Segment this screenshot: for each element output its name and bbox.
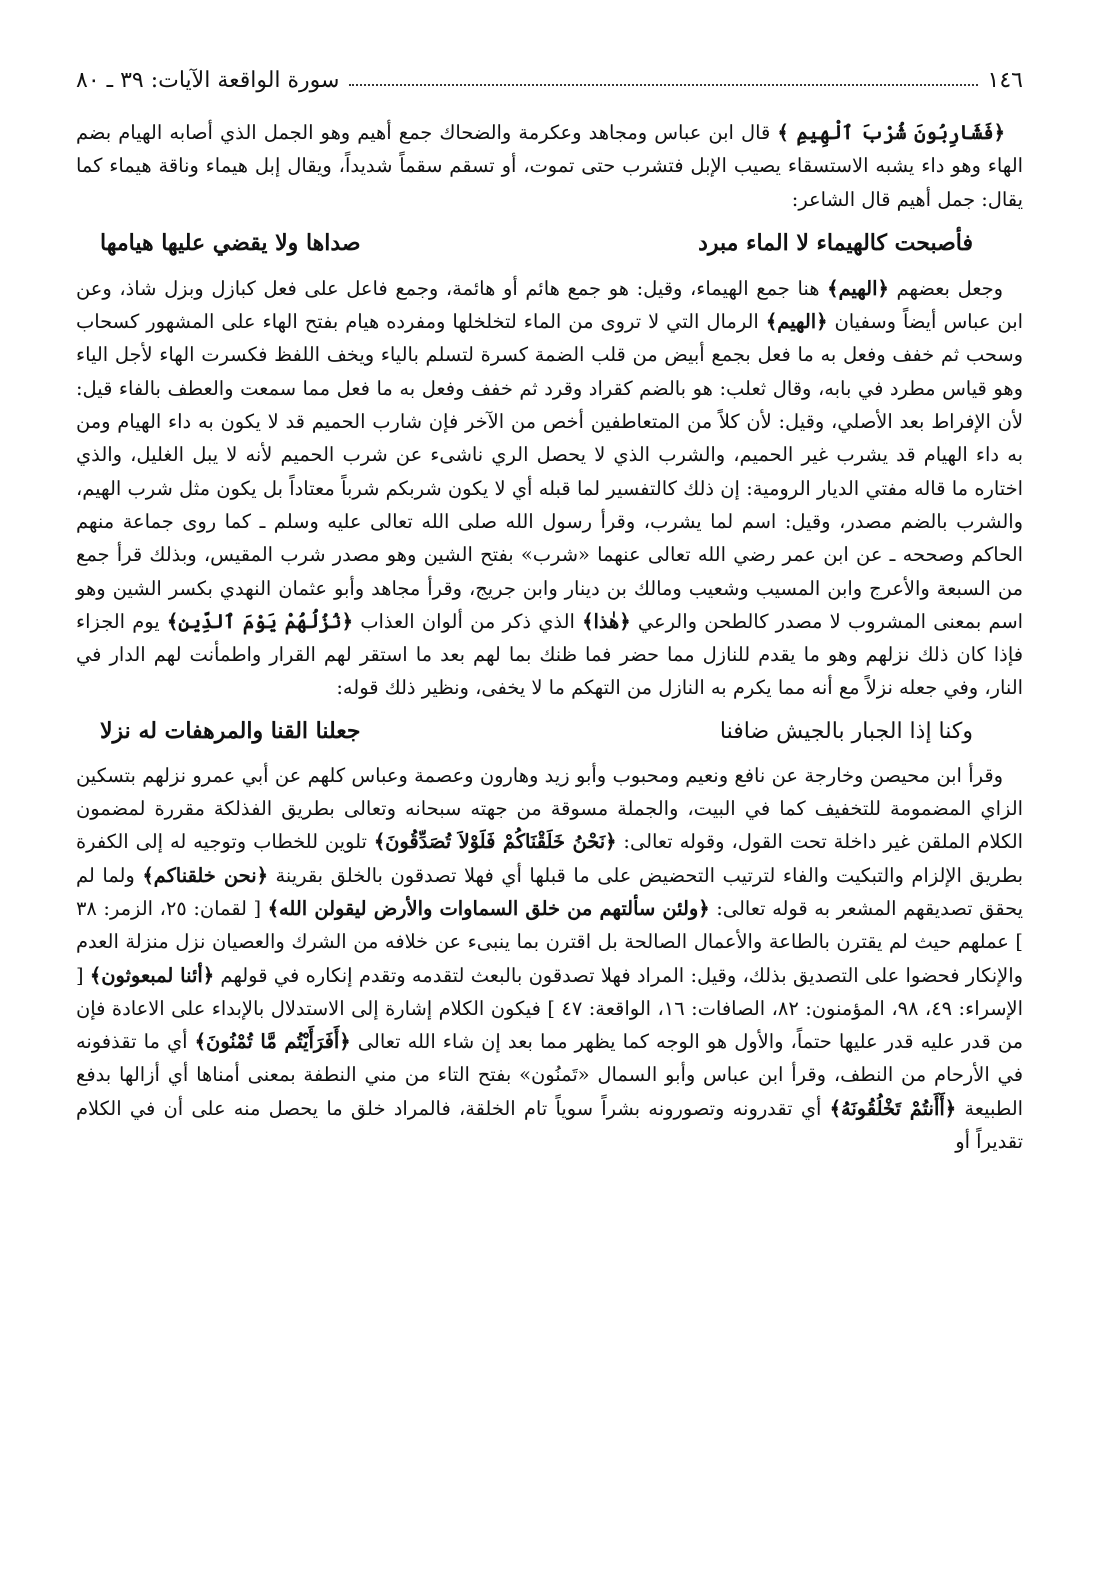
verse-first-half: فأصبحت كالهيماء لا الماء مبرد [698,230,973,257]
paragraph-text: أي ما تقذفونه في الأرحام من النطف، وقرأ ابن عباس وأبو السمال «تَمنُون» بفتح التاء من مني النطفة بمعنى أمناها أي أزالها بدفع الطبيعة [76,1030,1023,1120]
page-body [76,116,1023,1158]
verse-second-half: صداها ولا يقضي عليها هيامها [100,230,361,257]
paragraph-text: أي تقدرونه وتصورونه بشراً سوياً تام الخلقة، فالمراد خلق ما يحصل منه على أن في الكلام تقديراً أو [76,1096,1023,1154]
quran-quote: ﴿الهيم﴾ [827,276,889,300]
page-number: ١٤٦ [987,67,1023,93]
quran-quote: ﴿هٰذا﴾ [582,609,631,633]
quran-quote: ﴿أَفَرَأَيْتُم مَّا تُمْنُونَ﴾ [194,1030,351,1054]
paragraph-text: ولما لم يحقق تصديقهم المشعر به قوله تعالى: [76,863,1024,920]
header-dot-leader [349,84,977,86]
paragraph-text: هنا جمع الهيماء، وقيل: هو جمع هائم أو هائمة، وجمع فاعل على فعل كبازل وبزل شاذ، وعن ابن عباس أيضاً وسفيان [76,276,1023,334]
paragraph-text: تلوين للخطاب وتوجيه له إلى الكفرة بطريق الإلزام والتبكيت والفاء لترتيب التحضيض على ما قبلها أي فهلا تصدقون بالخلق بقرينة [76,830,1023,887]
quran-quote: ﴿أئنا لمبعوثون﴾ [89,963,215,987]
quran-quote: ﴿أَأَنتُمْ تَخْلُقُونَهُ﴾ [829,1096,957,1120]
verse-second-half: جعلنا القنا والمرهفات له نزلا [100,718,361,745]
quran-quote: ﴿نَحْنُ خَلَقْنَاكُمْ فَلَوْلاَ تُصَدِّقُونَ﴾ [373,830,617,854]
quran-quote: ﴿نُزُلُهُمْ يَوْمَ ٱلدِّينِ﴾ [166,609,353,633]
paragraph-text: وجعل بعضهم [888,276,1003,300]
quran-quote: ﴿فَشَارِبُونَ شُرْبَ ٱلْهِيمِ ﴾ [777,121,1005,144]
paragraph [76,759,1023,1159]
page-header [76,62,1023,98]
paragraph-text: قال ابن عباس ومجاهد وعكرمة والضحاك جمع أهيم وهو الجمل الذي أصابه الهيام بضم الهاء وهو داء يشبه الاستسقاء يصيب الإبل فتشرب حتى تموت، أو تسقم سقماً شديداً، ويقال إبل هيماء وناقة هيماء كما يقال: جمل أهيم قال الشاعر: [76,121,1023,211]
paragraph-text: الرمال التي لا تروى من الماء لتخلخلها ومفرده هيام بفتح الهاء على المشهور كسحاب وسحب ثم خفف وفعل به ما فعل بجمع أبيض من قلب الضمة كسرة لتسلم بالياء ويخف اللفظ فكسرت الهاء لأجل الياء وهو قياس مطرد في بابه، وقال ثعلب: هو بالضم كقراد وقرد ثم خفف وفعل به ما فعل مما سمعت والعطف بالفاء قيل: لأن الإفراط بعد الأصلي، وقيل: لأن كلاً من المتعاطفين أخص من الآخر فإن شارب الحميم قد لا يكون به داء الهيام ومن به داء الهيام قد يشرب غير الحميم، والشرب الذي لا يحصل الري ناشىء عن شرب الحميم لأنه لا يبل الغليل، والذي اختاره ما قاله مفتي الديار الرومية: إن ذلك كالتفسير لما قبله أي لا يكون شربكم شرباً معتاداً بل يكون مثل شرب الهيم، والشرب بالضم مصدر، وقيل: اسم لما يشرب، وقرأ رسول الله صلى الله تعالى عليه وسلم ـ كما روى جماعة منهم الحاكم وصححه ـ عن ابن عمر رضي الله تعالى عنهما «شرب» بفتح الشين وهو مصدر شرب المقيس، وبذلك قرأ جمع من السبعة والأعرج وابن المسيب وشعيب ومالك بن دينار وابن جريج، وقرأ مجاهد وأبو عثمان النهدي بكسر الشين وهو اسم بمعنى المشروب لا مصدر كالطحن والرعي [76,310,1024,633]
paragraph-text: الذي ذكر من ألوان العذاب [352,609,583,633]
paragraph-text: [ لقمان: ٢٥، الزمر: ٣٨ ] عملهم حيث لم يقترن بالطاعة والأعمال الصالحة بل اقترن بما ينبىء عن خلافه من الشرك والعصيان نزل منزلة العدم والإنكار فحضوا على التصديق بذلك، وقيل: المراد فهلا تصدقون بالبعث لتقدمه وتقدم إنكاره في قولهم [76,896,1023,987]
page-title: سورة الواقعة الآيات: ٣٩ ـ ٨٠ [76,67,340,93]
paragraph-text: [ الإسراء: ٤٩، ٩٨، المؤمنون: ٨٢، الصافات: ١٦، الواقعة: ٤٧ ] فيكون الكلام إشارة إلى الاستدلال بالإبداء على الاعادة فإن من قدر عليه قدر عليها حتماً، والأول هو الوجه كما يظهر مما بعد إن شاء الله تعالى [76,963,1023,1054]
verse-first-half: وكنا إذا الجبار بالجيش ضافنا [719,719,973,745]
quran-quote: ﴿ولئن سألتهم من خلق السماوات والأرض ليقولن الله﴾ [267,896,710,920]
quran-quote: ﴿الهيم﴾ [765,310,828,334]
poetry-verse [76,216,1023,272]
poetry-verse [76,705,1023,759]
quran-quote: ﴿نحن خلقناكم﴾ [142,863,268,887]
paragraph-text: وقرأ ابن محيصن وخارجة عن نافع ونعيم ومحبوب وأبو زيد وهارون وعصمة وعباس كلهم عن أبي عمرو نزلهم بتسكين الزاي المضمومة للتخفيف كما في البيت، والجملة مسوقة من جهته سبحانه وتعالى بطريق الفذلكة مقررة لمضمون الكلام الملقن غير داخلة تحت القول، وقوله تعالى: [76,763,1023,854]
paragraph [76,116,1023,216]
paragraph-text: يوم الجزاء فإذا كان ذلك نزلهم وهو ما يقدم للنازل مما حضر فما ظنك بما لهم بعد ما استقر لهم القرار واطمأنت لهم الدار في النار، وفي جعله نزلاً مع أنه مما يكرم به النازل من التهكم ما لا يخفى، ونظير ذلك قوله: [76,609,1023,700]
paragraph [76,272,1023,705]
